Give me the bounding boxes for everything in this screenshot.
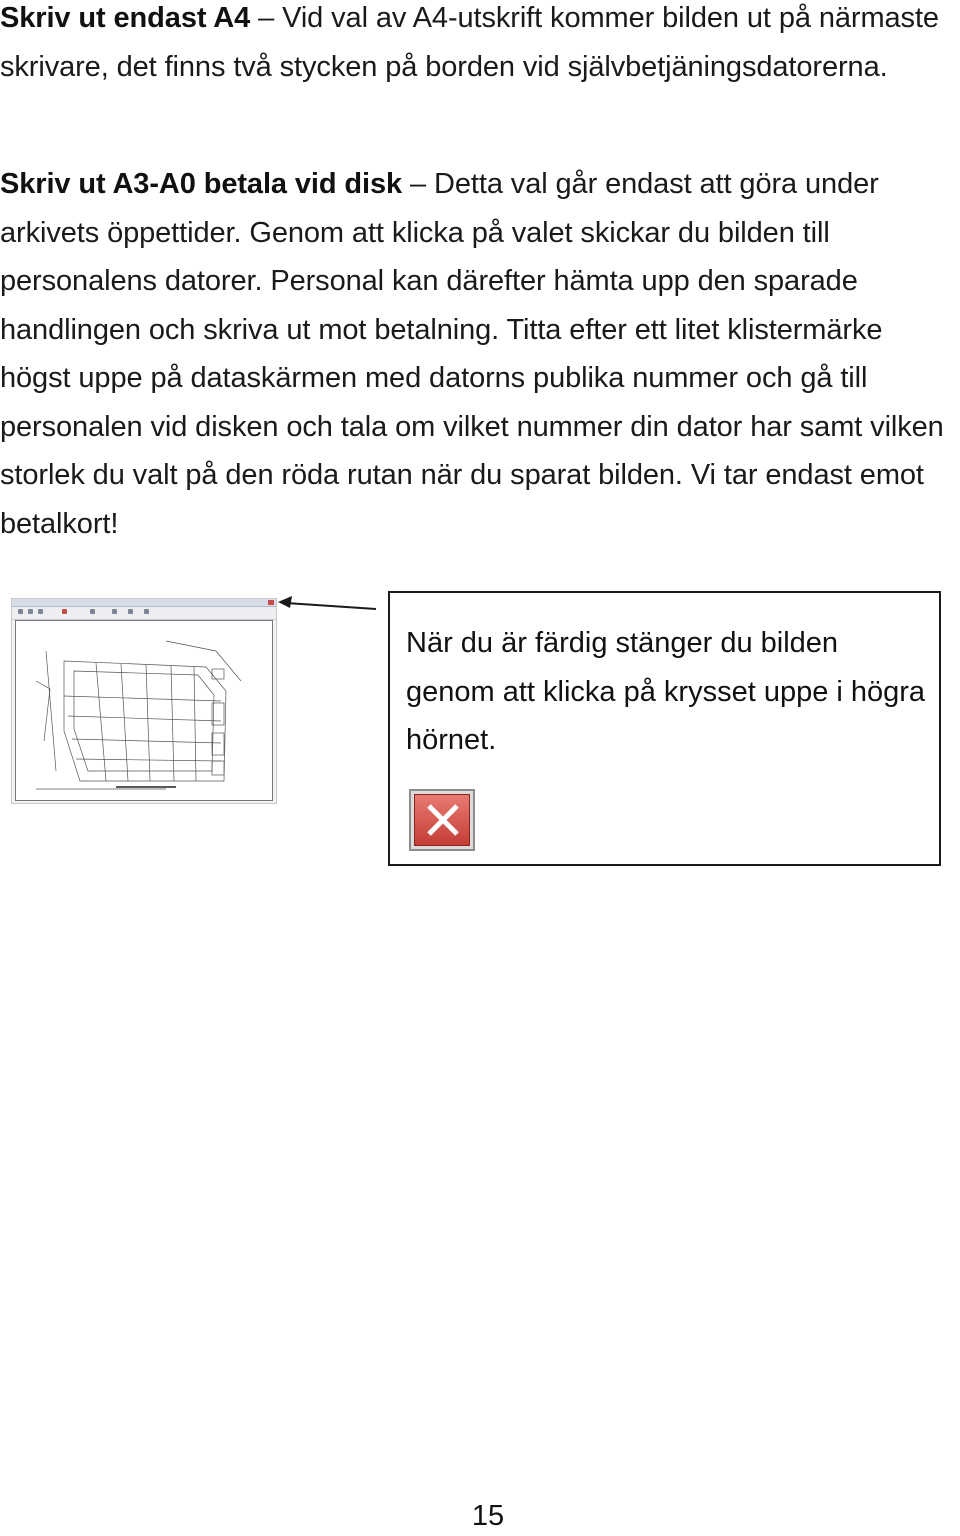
viewer-screenshot: [11, 598, 277, 804]
print-icon: [62, 609, 67, 614]
drawing-page: [15, 620, 273, 801]
close-button-illustration: [409, 789, 475, 851]
heading-print-a4: Skriv ut endast A4: [0, 2, 251, 34]
viewer-toolbar: [12, 607, 276, 620]
heading-print-a3-a0: Skriv ut A3-A0 betala vid disk: [0, 168, 403, 200]
page-number: 15: [471, 1500, 505, 1532]
toolbar-icon: [38, 609, 43, 614]
toolbar-icon: [28, 609, 33, 614]
body-print-a3-a0: Detta val går endast att göra under arkivets öppettider. Genom att klicka på valet skickar du bilden till personalens datorer. Personal kan därefter hämta upp den sparade handlingen och skriva ut mot betalning. Titta efter ett litet klistermärke högst uppe på dataskärmen med datorns publika nummer och gå till personalen vid disken och tala om vilket nummer din dator har samt vilken storlek du valt på den röda rutan när du sparat bilden. Vi tar endast emot betalkort!: [0, 168, 944, 540]
viewer-titlebar: [12, 599, 276, 607]
paragraph-print-a3-a0: [0, 160, 960, 548]
viewer-close-icon: [268, 600, 274, 605]
arrow-left-icon: [276, 590, 380, 614]
toolbar-icon: [112, 609, 117, 614]
toolbar-icon: [90, 609, 95, 614]
technical-drawing: [16, 621, 272, 800]
body-print-a4: Vid val av A4-utskrift kommer bilden ut på närmaste skrivare, det finns två stycken på borden vid självbetjäningsdatorerna.: [0, 2, 939, 83]
dash: –: [402, 168, 435, 200]
toolbar-icon: [18, 609, 23, 614]
toolbar-icon: [128, 609, 133, 614]
close-icon: [414, 794, 470, 846]
dash: –: [250, 2, 283, 34]
callout-text: När du är färdig stänger du bilden genom att klicka på krysset uppe i högra hörnet.: [406, 627, 926, 756]
callout-box: [388, 591, 941, 866]
toolbar-icon: [144, 609, 149, 614]
paragraph-print-a4: [0, 0, 960, 91]
